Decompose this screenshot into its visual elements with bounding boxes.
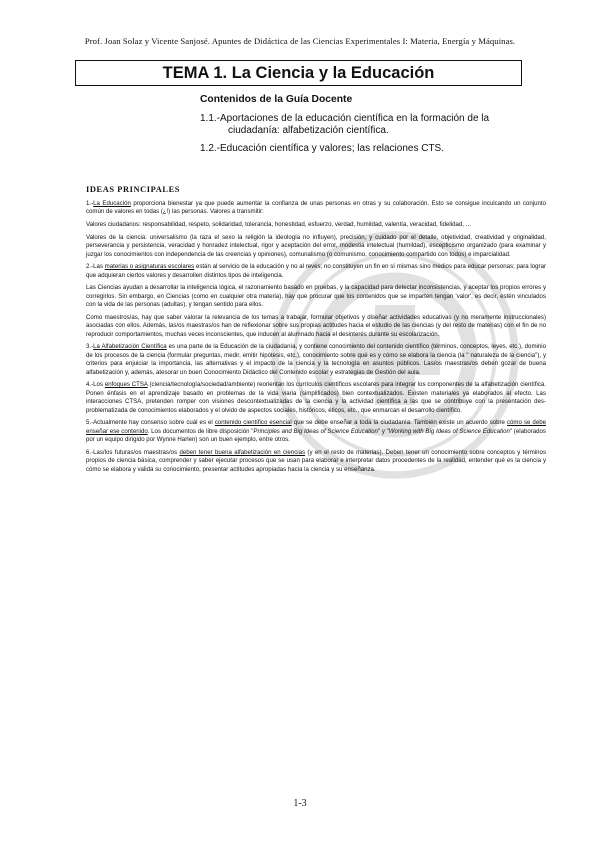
paragraph-5: 5.-Actualmente hay consenso sobre cuál es el contenido científico esencial que se debe enseñar a toda la ciudadanía. También existe un acuerdo sobre cómo se debe enseñar ese contenido. Los documentos de libre disposición "Principles and Big Ideas of Science Education" y "Working with Big Ideas of Science Education" (elaborados por un equipo dirigido por Wynne Harlen) son un buen ejemplo, entre otros. [86, 419, 546, 444]
guide-contents [200, 94, 540, 161]
paragraph-science-values: Valores de la ciencia: universalismo (la raza el sexo la religión la ideología no influyen), precisión, y cuidado por el detalle, objetividad, creatividad y originalidad, perseverancia y persistencia, veracidad y honradez intelectual, rigor y aceptación del error, modestia intelectual (humildad), escepticismo organizado (para examinar y juzgar los conocimientos con independencia de las creencias y opiniones), comunalismo (o comunismo, conocimiento compartido con todos) e imparcialidad. [86, 233, 546, 258]
contents-item: 1.2.-Educación científica y valores; las relaciones CTS. [200, 143, 444, 154]
running-header: Prof. Joan Solaz y Vicente Sanjosé. Apuntes de Didáctica de las Ciencias Experimentales I: Materia, Energía y Máquinas. [84, 36, 516, 46]
page-title: TEMA 1. La Ciencia y la Educación [75, 60, 522, 86]
paragraph-1: 1.-La Educación proporciona bienestar ya que puede aumentar la confianza de unas personas en otras y su colaboración. Esto se consigue inculcando un conjunto común de valores en todas (¿!) las personas. Valores a transmitir: [86, 200, 546, 216]
page-number: 1-3 [293, 798, 307, 809]
contents-heading: Contenidos de la Guía Docente [200, 94, 353, 105]
contents-item: 1.1.-Aportaciones de la educación científica en la formación de la ciudadanía: alfabetización científica. [200, 113, 490, 136]
paragraph-6: 6.-Las/los futuras/os maestras/os deben tener buena alfabetización en ciencias (y en el resto de materias). Deben tener un conocimiento sobre conceptos y términos propios de ciencia básica, comprender y saber ejecutar procesos que se usan para elaborar e interpretar datos procedentes de la realidad, entender qué es la ciencia y cómo se elabora y valida su conocimiento, presentar actitudes apropiadas hacia la ciencia y su enseñanza. [86, 448, 546, 473]
paragraph-sciences: Las Ciencias ayudan a desarrollar la inteligencia lógica, el razonamiento basado en pruebas, y la capacidad para detectar inconsistencias, y aceptar los propios errores y corregirlos. Sin embargo, en Ciencias (como en cualquier otra materia), hay que procurar que los contenidos que se imparten tengan 'valor', es decir, estén vinculados con la vida de las personas (adultas), y tengan sentido para ellos. [86, 284, 546, 309]
paragraph-3: 3.-La Alfabetización Científica es una parte de la Educación de la ciudadanía, y contiene conocimiento del contenido científico (términos, conceptos, leyes, etc.), dominio de los procesos de la ciencia (formular preguntas, medir, emitir hipótesis, etc.), conocimiento sobre qué es y cómo se elabora la ciencia (la " naturaleza de la ciencia"), y criterios para enjuiciar la importancia, las alternativas y el impacto de la ciencia y la tecnología en asuntos públicos. Las/os maestras/os deben gozar de buena alfabetización y, además, atesorar un buen Conocimiento Didáctico del Contenido escolar y estrategias de Gestión del aula. [86, 343, 547, 376]
paragraph-teachers: Como maestros/as, hay que saber valorar la relevancia de los temas a trabajar, formular objetivos y diseñar actividades educativas (y no meramente instruccionales) asociadas con ellos. Además, las/os maestras/os han de reflexionar sobre sus propias actitudes hacia el estudio de las ciencias (y del resto de materias) con el fin de no reproducir comportamientos, muchas veces inconscientes, que inducen al alumnado hacia el desinterés durante su escolarización. [86, 313, 546, 338]
paragraph-2: 2.-Las materias o asignaturas escolares están al servicio de la educación y no al revés; no constituyen un fin en sí mismas sino medios para educar personas; para lograr que adquieran ciertos valores y desarrollen distintos tipos de inteligencia. [86, 263, 546, 279]
main-ideas [86, 200, 546, 478]
paragraph-citizen-values: Valores ciudadanos: responsabilidad, respeto, solidaridad, tolerancia, honestidad, esfuerzo, verdad, humildad, valentía, veracidad, fidelidad, … [86, 221, 472, 229]
section-title: IDEAS PRINCIPALES [86, 185, 181, 194]
paragraph-4: 4.-Los enfoques CTSA (ciencia/tecnología/sociedad/ambiente) reorientan los currículos científicos escolares para integrar los componentes de la alfabetización científica. Ponen énfasis en el aprendizaje basado en problemas de la vida viaria (simplificados) bien contextualizados. Existen materiales ya elaborados al efecto. Las interacciones CTSA, pretenden romper con visiones descontextualizadas de la ciencia y la actividad científica a las que se contribuye con la presentación des-problematizada de conocimientos elaborados y el olvido de aspectos sociales, históricos, éticos, etc., que enmarcan el desarrollo científico. [86, 381, 546, 414]
